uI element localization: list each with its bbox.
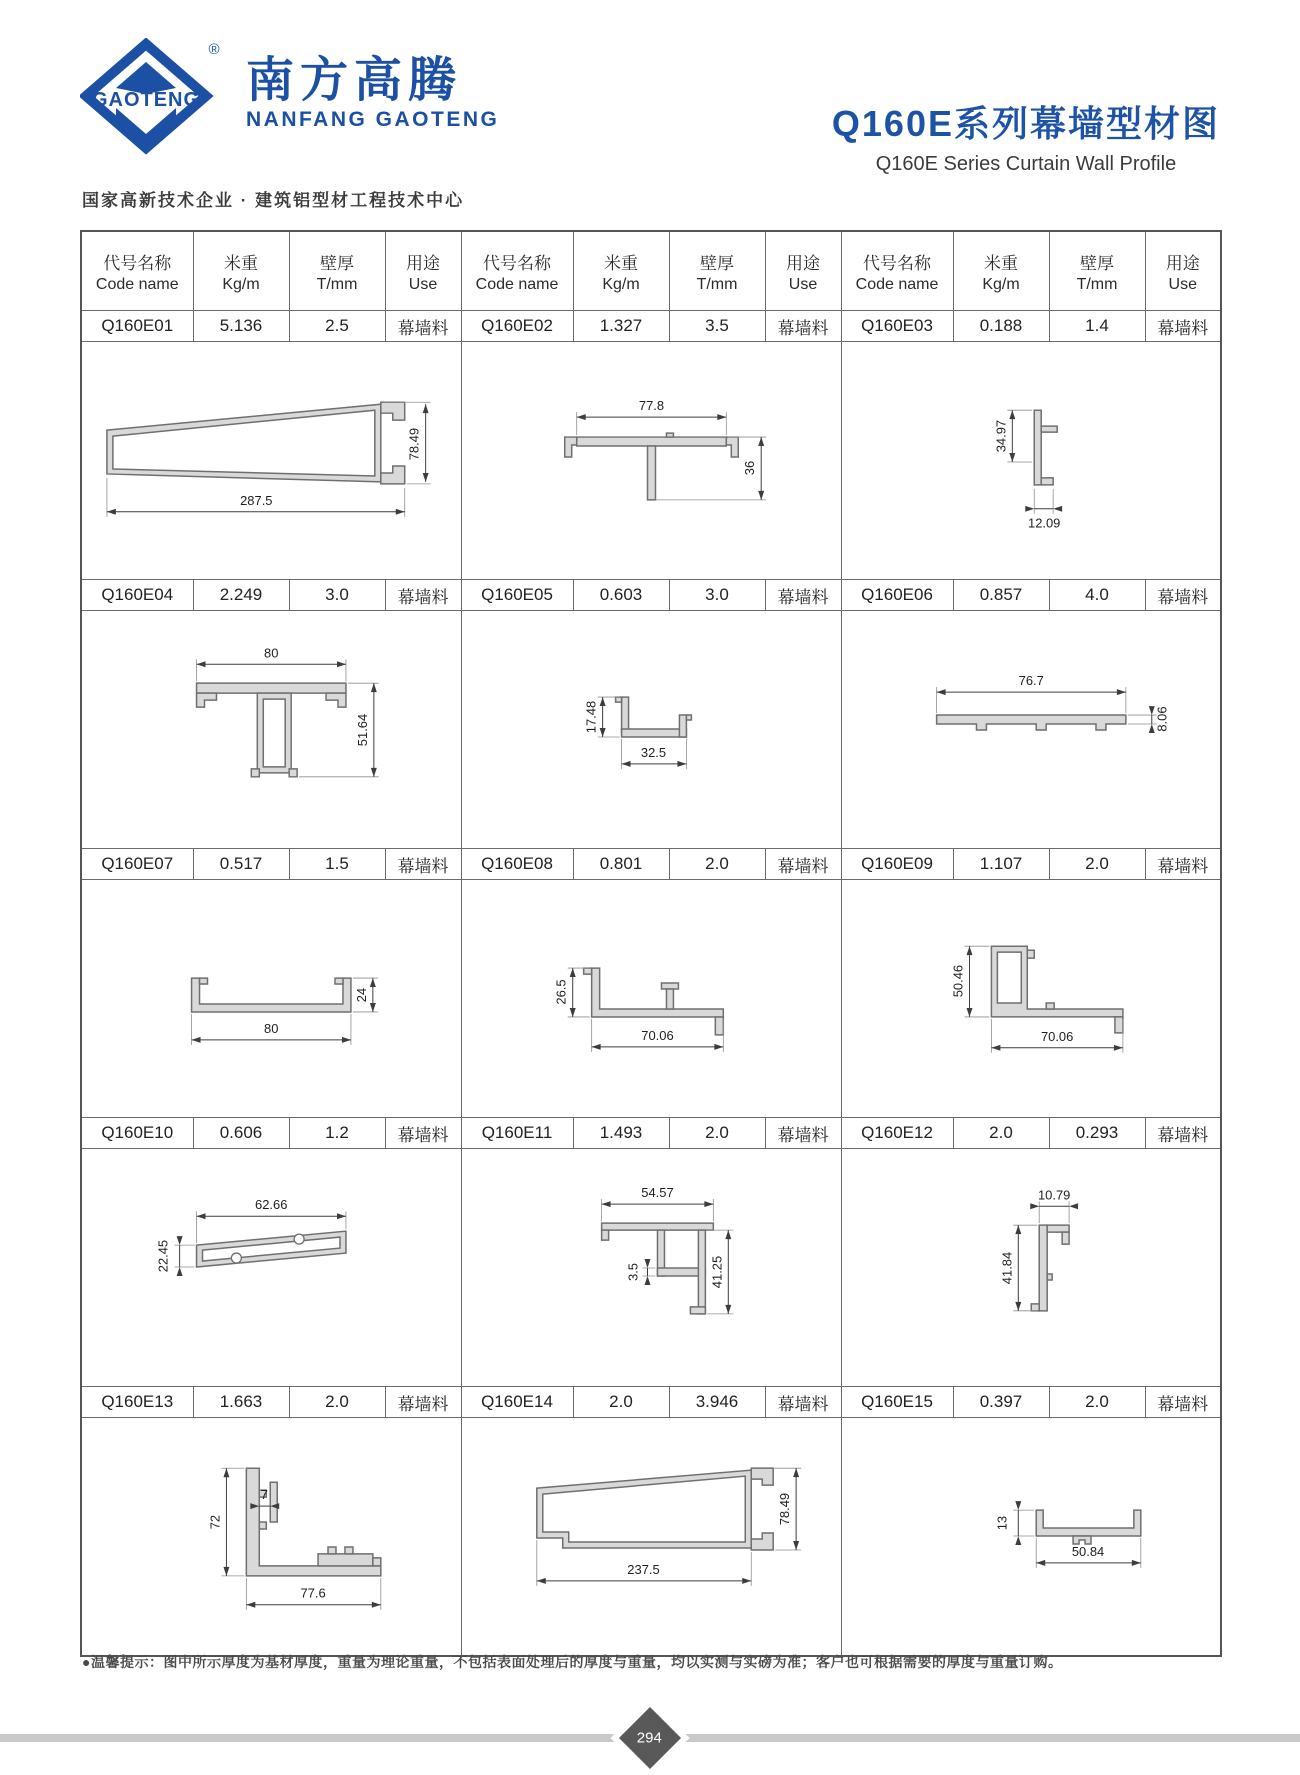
company-tagline: 国家高新技术企业 · 建筑铝型材工程技术中心 xyxy=(82,191,465,210)
svg-text:22.45: 22.45 xyxy=(155,1239,171,1273)
profile-drawing-q160e01 xyxy=(81,342,461,580)
data-row xyxy=(81,1387,1221,1418)
cell-thickness: 1.4 xyxy=(1049,311,1145,342)
profile-drawing-q160e14 xyxy=(461,1418,841,1657)
drawing-q160e07 xyxy=(82,880,461,1117)
cell-weight: 0.397 xyxy=(953,1387,1049,1418)
svg-text:76.7: 76.7 xyxy=(1018,673,1044,689)
svg-text:7: 7 xyxy=(260,1487,268,1503)
drawing-q160e15 xyxy=(842,1418,1221,1655)
page-title-en: Q160E Series Curtain Wall Profile xyxy=(875,153,1177,175)
svg-text:77.6: 77.6 xyxy=(300,1585,326,1601)
svg-text:54.57: 54.57 xyxy=(640,1185,674,1201)
svg-text:13: 13 xyxy=(993,1515,1009,1531)
cell-use: 幕墙料 xyxy=(765,311,841,342)
cell-thickness: 2.0 xyxy=(1049,1387,1145,1418)
drawing-q160e11 xyxy=(462,1149,841,1386)
svg-text:50.84: 50.84 xyxy=(1071,1543,1104,1559)
data-row xyxy=(81,1118,1221,1149)
profile-drawing-q160e11 xyxy=(461,1149,841,1387)
profile-drawing-q160e13 xyxy=(81,1418,461,1657)
cell-thickness: 3.0 xyxy=(289,580,385,611)
registered-mark-icon: ® xyxy=(208,41,220,58)
drawing-q160e13 xyxy=(82,1418,461,1655)
svg-text:10.79: 10.79 xyxy=(1037,1187,1070,1203)
cell-thickness: 0.293 xyxy=(1049,1118,1145,1149)
cell-thickness: 1.5 xyxy=(289,849,385,880)
profile-drawing-q160e05 xyxy=(461,611,841,849)
cell-code: Q160E05 xyxy=(461,580,573,611)
svg-text:3.5: 3.5 xyxy=(625,1262,641,1281)
col-header-weight: 米重 Kg/m xyxy=(953,231,1049,311)
cell-use: 幕墙料 xyxy=(1145,311,1221,342)
profile-drawing-q160e06 xyxy=(841,611,1221,849)
cell-weight: 0.188 xyxy=(953,311,1049,342)
cell-thickness: 2.5 xyxy=(289,311,385,342)
cell-use: 幕墙料 xyxy=(1145,1118,1221,1149)
page-title xyxy=(832,96,1220,176)
svg-text:62.66: 62.66 xyxy=(255,1197,288,1213)
profile-drawing-q160e12 xyxy=(841,1149,1221,1387)
svg-text:8.06: 8.06 xyxy=(1154,706,1170,732)
cell-code: Q160E01 xyxy=(81,311,193,342)
cell-thickness: 2.0 xyxy=(669,1118,765,1149)
data-row xyxy=(81,311,1221,342)
cell-code: Q160E06 xyxy=(841,580,953,611)
cell-thickness: 3.0 xyxy=(669,580,765,611)
profile-drawing-q160e15 xyxy=(841,1418,1221,1657)
drawing-q160e05 xyxy=(462,611,841,848)
svg-text:17.48: 17.48 xyxy=(583,700,599,734)
drawing-q160e14 xyxy=(462,1418,841,1655)
cell-weight: 1.107 xyxy=(953,849,1049,880)
cell-use: 幕墙料 xyxy=(385,1387,461,1418)
drawing-q160e03 xyxy=(842,342,1221,579)
cell-use: 幕墙料 xyxy=(1145,1387,1221,1418)
cell-weight: 1.493 xyxy=(573,1118,669,1149)
cell-thickness: 3.946 xyxy=(669,1387,765,1418)
cell-thickness: 1.2 xyxy=(289,1118,385,1149)
cell-code: Q160E14 xyxy=(461,1387,573,1418)
cell-use: 幕墙料 xyxy=(385,1118,461,1149)
cell-code: Q160E11 xyxy=(461,1118,573,1149)
col-header-weight: 米重 Kg/m xyxy=(193,231,289,311)
svg-text:78.49: 78.49 xyxy=(406,427,422,461)
cell-code: Q160E09 xyxy=(841,849,953,880)
col-header-thickness: 壁厚 T/mm xyxy=(669,231,765,311)
cell-code: Q160E13 xyxy=(81,1387,193,1418)
cell-weight: 0.603 xyxy=(573,580,669,611)
cell-use: 幕墙料 xyxy=(765,1118,841,1149)
cell-use: 幕墙料 xyxy=(1145,849,1221,880)
brand-logo xyxy=(80,38,499,160)
cell-use: 幕墙料 xyxy=(765,1387,841,1418)
footer-note: ●温馨提示：图中所示厚度为基材厚度，重量为理论重量，不包括表面处理后的厚度与重量，均以实测与实磅为准；客户也可根据需要的厚度与重量订购。 xyxy=(82,1654,1063,1670)
cell-weight: 2.0 xyxy=(953,1118,1049,1149)
cell-use: 幕墙料 xyxy=(1145,580,1221,611)
cell-use: 幕墙料 xyxy=(765,580,841,611)
svg-text:70.06: 70.06 xyxy=(1040,1028,1073,1044)
profile-drawing-q160e09 xyxy=(841,880,1221,1118)
svg-text:287.5: 287.5 xyxy=(240,492,273,508)
drawing-q160e09 xyxy=(842,880,1221,1117)
cell-use: 幕墙料 xyxy=(765,849,841,880)
cell-weight: 0.517 xyxy=(193,849,289,880)
drawing-q160e12 xyxy=(842,1149,1221,1386)
page-number: 294 xyxy=(637,1729,663,1747)
data-row xyxy=(81,580,1221,611)
cell-weight: 0.801 xyxy=(573,849,669,880)
col-header-code: 代号名称 Code name xyxy=(461,231,573,311)
table-header-row xyxy=(81,231,1221,311)
col-header-code: 代号名称 Code name xyxy=(841,231,953,311)
cell-use: 幕墙料 xyxy=(385,849,461,880)
cell-code: Q160E07 xyxy=(81,849,193,880)
cell-weight: 2.0 xyxy=(573,1387,669,1418)
profile-table xyxy=(80,230,1222,1657)
gaoteng-diamond-logo-icon xyxy=(80,38,228,160)
cell-code: Q160E15 xyxy=(841,1387,953,1418)
profile-drawing-q160e04 xyxy=(81,611,461,849)
cell-thickness: 2.0 xyxy=(289,1387,385,1418)
cell-weight: 1.327 xyxy=(573,311,669,342)
cell-code: Q160E08 xyxy=(461,849,573,880)
drawing-row xyxy=(81,1149,1221,1387)
svg-text:24: 24 xyxy=(353,987,369,1003)
drawing-q160e08 xyxy=(462,880,841,1117)
cell-weight: 1.663 xyxy=(193,1387,289,1418)
brand-name-en: NANFANG GAOTENG xyxy=(246,108,500,132)
cell-weight: 0.606 xyxy=(193,1118,289,1149)
data-row xyxy=(81,849,1221,880)
svg-text:80: 80 xyxy=(264,1020,279,1036)
svg-text:70.06: 70.06 xyxy=(640,1027,674,1043)
cell-use: 幕墙料 xyxy=(385,311,461,342)
svg-text:12.09: 12.09 xyxy=(1027,515,1060,531)
svg-text:51.64: 51.64 xyxy=(354,713,370,747)
svg-text:32.5: 32.5 xyxy=(640,744,666,760)
svg-text:237.5: 237.5 xyxy=(626,1561,660,1577)
cell-code: Q160E04 xyxy=(81,580,193,611)
col-header-use: 用途 Use xyxy=(1145,231,1221,311)
drawing-row xyxy=(81,342,1221,580)
svg-text:41.84: 41.84 xyxy=(998,1251,1014,1285)
cell-code: Q160E12 xyxy=(841,1118,953,1149)
drawing-row xyxy=(81,880,1221,1118)
cell-thickness: 2.0 xyxy=(1049,849,1145,880)
logo-wordmark: GAOTENG xyxy=(91,89,201,111)
svg-text:50.46: 50.46 xyxy=(950,964,966,998)
profile-drawing-q160e02 xyxy=(461,342,841,580)
profile-drawing-q160e03 xyxy=(841,342,1221,580)
svg-text:26.5: 26.5 xyxy=(553,979,569,1005)
svg-text:36: 36 xyxy=(741,460,757,476)
col-header-use: 用途 Use xyxy=(765,231,841,311)
svg-text:77.8: 77.8 xyxy=(638,398,664,414)
svg-text:34.97: 34.97 xyxy=(992,419,1008,453)
cell-weight: 2.249 xyxy=(193,580,289,611)
page-header xyxy=(80,38,1220,223)
cell-code: Q160E03 xyxy=(841,311,953,342)
svg-text:41.25: 41.25 xyxy=(708,1255,724,1289)
brand-names xyxy=(246,38,499,132)
brand-name-cn: 南方高腾 xyxy=(246,54,463,107)
drawing-q160e04 xyxy=(82,611,461,848)
cell-use: 幕墙料 xyxy=(385,580,461,611)
page-number-badge xyxy=(619,1707,681,1769)
drawing-row xyxy=(81,1418,1221,1657)
col-header-thickness: 壁厚 T/mm xyxy=(1049,231,1145,311)
page-title-cn: Q160E系列幕墙型材图 xyxy=(831,103,1220,144)
cell-weight: 0.857 xyxy=(953,580,1049,611)
profile-drawing-q160e10 xyxy=(81,1149,461,1387)
profile-drawing-q160e07 xyxy=(81,880,461,1118)
svg-text:80: 80 xyxy=(264,645,279,661)
drawing-row xyxy=(81,611,1221,849)
drawing-q160e02 xyxy=(462,342,841,579)
cell-thickness: 4.0 xyxy=(1049,580,1145,611)
drawing-q160e01 xyxy=(82,342,461,579)
cell-weight: 5.136 xyxy=(193,311,289,342)
cell-thickness: 2.0 xyxy=(669,849,765,880)
svg-text:78.49: 78.49 xyxy=(776,1492,792,1526)
drawing-q160e06 xyxy=(842,611,1221,848)
cell-thickness: 3.5 xyxy=(669,311,765,342)
drawing-q160e10 xyxy=(82,1149,461,1386)
cell-code: Q160E10 xyxy=(81,1118,193,1149)
cell-code: Q160E02 xyxy=(461,311,573,342)
svg-text:72: 72 xyxy=(207,1514,223,1530)
profile-drawing-q160e08 xyxy=(461,880,841,1118)
col-header-thickness: 壁厚 T/mm xyxy=(289,231,385,311)
col-header-weight: 米重 Kg/m xyxy=(573,231,669,311)
col-header-use: 用途 Use xyxy=(385,231,461,311)
col-header-code: 代号名称 Code name xyxy=(81,231,193,311)
